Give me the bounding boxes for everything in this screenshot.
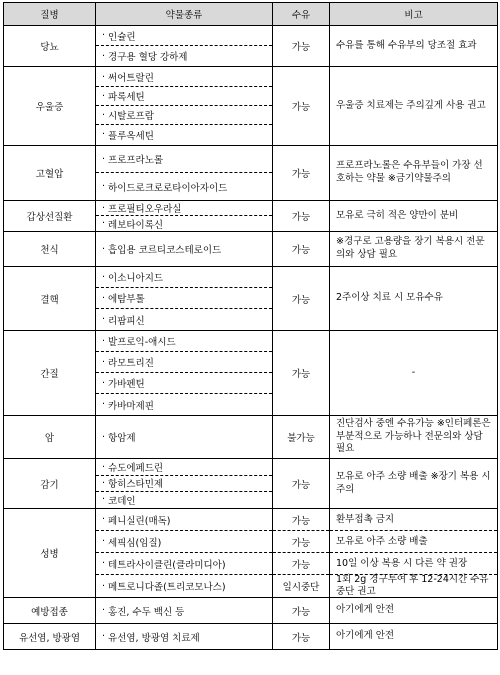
table-row [4, 146, 498, 201]
drug-item: · 가바펜틴 [96, 373, 272, 394]
note-text: 10일 이상 복용 시 다른 약 권장 [330, 553, 497, 575]
note-cell: 모유로 극히 적은 양만이 분비 [330, 201, 498, 232]
header-row [4, 3, 498, 26]
header-feeding: 수유 [273, 3, 330, 26]
note-text: 환부접촉 금지 [330, 509, 497, 531]
feeding-cell: 가능 [273, 624, 330, 650]
drug-cell [96, 459, 273, 509]
note-cell [330, 509, 498, 598]
note-text: 모유로 아주 소량 배출 [330, 531, 497, 553]
note-cell: 아기에게 안전 [330, 624, 498, 650]
table-row [4, 598, 498, 624]
feeding-value: 일시중단 [282, 582, 320, 593]
disease-cell: 예방접종 [4, 598, 96, 624]
table-row [4, 459, 498, 509]
table-row [4, 267, 498, 331]
drug-item: · 코데인 [96, 492, 272, 508]
feeding-cell: 가능 [273, 26, 330, 67]
drug-item: · 이소니아지드 [96, 267, 272, 288]
table-row [4, 624, 498, 650]
header-disease: 질병 [4, 3, 96, 26]
drug-item: · 세픽심(임질) [96, 531, 272, 553]
drug-item: · 하이드로크로로타이아자이드 [96, 173, 272, 200]
disease-cell: 간질 [4, 331, 96, 416]
disease-cell: 결핵 [4, 267, 96, 331]
table-row [4, 232, 498, 267]
drug-item: · 경구용 혈당 강하제 [96, 46, 272, 66]
drug-item: · 흡입용 코르티코스테로이드 [96, 232, 272, 266]
drug-cell [96, 26, 273, 67]
drug-item: · 메트로니다졸(트리코모나스) [96, 575, 272, 597]
drug-item: · 시탈로프람 [96, 106, 272, 125]
drug-item: · 인슐린 [96, 26, 272, 46]
drug-cell [96, 416, 273, 459]
disease-cell: 유선염, 방광염 [4, 624, 96, 650]
drug-cell [96, 146, 273, 201]
drug-item: · 프로필티오우라실 [96, 201, 272, 216]
drug-item: · 레보타이록신 [96, 216, 272, 231]
drug-item: · 파록세틴 [96, 87, 272, 106]
drug-cell [96, 201, 273, 232]
feeding-cell [273, 509, 330, 598]
drug-item: · 써어트랄린 [96, 68, 272, 87]
header-note: 비고 [330, 3, 498, 26]
drug-item: · 항암제 [96, 416, 272, 458]
drug-item: · 유선염, 방광염 치료제 [96, 624, 272, 649]
feeding-value: 가능 [273, 553, 329, 575]
disease-cell: 당뇨 [4, 26, 96, 67]
feeding-cell: 가능 [273, 459, 330, 509]
disease-cell: 갑상선질환 [4, 201, 96, 232]
feeding-cell: 가능 [273, 267, 330, 331]
disease-cell: 천식 [4, 232, 96, 267]
drug-item: · 발프로익-애시드 [96, 331, 272, 352]
feeding-cell: 가능 [273, 67, 330, 146]
drug-cell [96, 331, 273, 416]
note-cell: 우울증 치료제는 주의깊게 사용 권고 [330, 67, 498, 146]
feeding-cell: 가능 [273, 331, 330, 416]
table-row [4, 67, 498, 146]
feeding-value: 가능 [273, 531, 329, 553]
drug-item: · 카바마제핀 [96, 394, 272, 415]
drug-item: · 프로프라노롤 [96, 146, 272, 173]
note-cell: 아기에게 안전 [330, 598, 498, 624]
drug-item: · 테트라사이클린(클라미디아) [96, 553, 272, 575]
feeding-value: 가능 [273, 509, 329, 531]
table-row [4, 26, 498, 67]
table-row [4, 331, 498, 416]
disease-cell: 감기 [4, 459, 96, 509]
drug-item: · 플루옥세틴 [96, 125, 272, 144]
drug-cell [96, 598, 273, 624]
feeding-cell: 불가능 [273, 416, 330, 459]
note-cell: 모유로 아주 소량 배출 ※장기 복용 시 주의 [330, 459, 498, 509]
drug-item: · 항히스타민제 [96, 476, 272, 492]
drug-item: · 리팜피신 [96, 309, 272, 330]
feeding-cell: 가능 [273, 201, 330, 232]
header-drug: 약물종류 [96, 3, 273, 26]
drug-cell [96, 267, 273, 331]
note-cell: 2주이상 치료 시 모유수유 [330, 267, 498, 331]
table-row [4, 509, 498, 598]
feeding-cell: 가능 [273, 598, 330, 624]
table-body [4, 26, 498, 650]
note-cell: ※경구로 고용량을 장기 복용시 전문의와 상담 필요 [330, 232, 498, 267]
drug-item: · 라모트리진 [96, 352, 272, 373]
disease-cell: 고혈압 [4, 146, 96, 201]
note-cell: 수유를 통해 수유부의 당조절 효과 [330, 26, 498, 67]
drug-item: · 페니실린(매독) [96, 509, 272, 531]
table-row [4, 201, 498, 232]
drug-cell [96, 624, 273, 650]
feeding-cell: 가능 [273, 232, 330, 267]
disease-cell: 성병 [4, 509, 96, 598]
drug-cell [96, 232, 273, 267]
note-text: 1회 2g 경구투여 후 12-24시간 수유 중단 권고 [336, 574, 489, 597]
disease-cell: 암 [4, 416, 96, 459]
note-cell: 진단검사 중엔 수유가능 ※인터페론은 부분적으로 가능하나 전문의와 상담 필요 [330, 416, 498, 459]
feeding-cell: 가능 [273, 146, 330, 201]
note-cell: 프로프라노롤은 수유부들이 가장 선호하는 약물 ※금기약물주의 [330, 146, 498, 201]
note-cell: - [330, 331, 498, 416]
drug-item: · 슈도에페드린 [96, 460, 272, 476]
table-row [4, 416, 498, 459]
drug-item: · 홍진, 수두 백신 등 [96, 598, 272, 623]
drug-cell [96, 67, 273, 146]
drug-cell [96, 509, 273, 598]
disease-cell: 우울증 [4, 67, 96, 146]
drug-breastfeeding-table [3, 2, 498, 650]
drug-item: · 에탐부톨 [96, 288, 272, 309]
